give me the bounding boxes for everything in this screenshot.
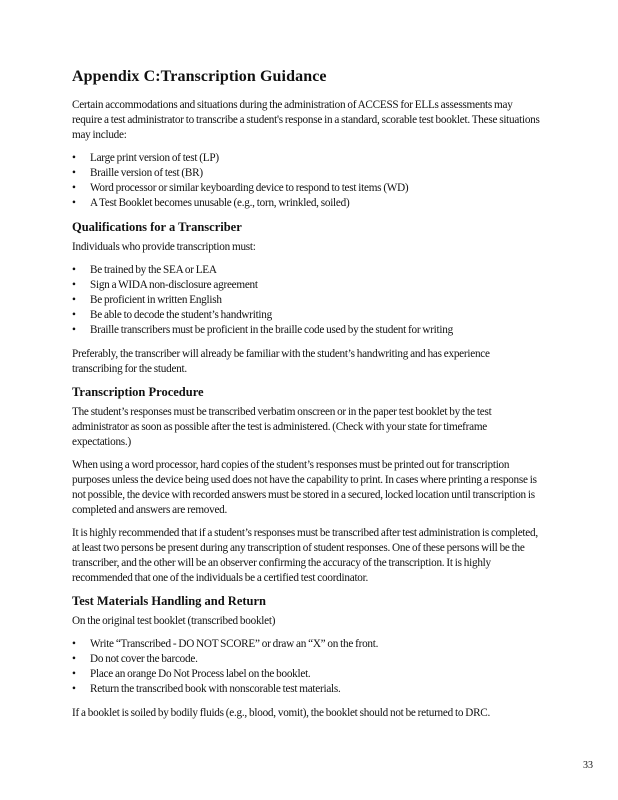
materials-lead: On the original test booklet (transcribed booklet) (72, 615, 276, 627)
bullet-icon: • (72, 279, 76, 291)
list-item: • Do not cover the barcode. (72, 653, 198, 665)
bullet-icon: • (72, 653, 76, 665)
list-item: • Large print version of test (LP) (72, 152, 219, 164)
section-heading-procedure: Transcription Procedure (72, 385, 204, 399)
bullet-icon: • (72, 324, 76, 336)
materials-note: If a booklet is soiled by bodily fluids (e.g., blood, vomit), the booklet should not be returned to DRC. (72, 707, 491, 719)
list-item: • Return the transcribed book with nonscorable test materials. (72, 683, 341, 695)
procedure-paragraph: The student’s responses must be transcribed verbatim onscreen or in the paper test booklet by the test administrator as soon as possible after the test is administered. (Check with your state for timeframe expectations.) (72, 406, 492, 448)
list-item: • Word processor or similar keyboarding device to respond to test items (WD) (72, 182, 409, 194)
bullet-icon: • (72, 152, 76, 164)
procedure-paragraph: When using a word processor, hard copies of the student’s responses must be printed out for transcription purposes unless the device being used does not have the capability to print. In cases where printing a response is not possible, the device with recorded answers must be stored in a secured, locked location until transcription is completed and answers are removed. (72, 459, 537, 516)
page-number: 33 (583, 760, 593, 771)
section-heading-qualifications: Qualifications for a Transcriber (72, 220, 242, 234)
list-item: • Braille transcribers must be proficient in the braille code used by the student for writing (72, 324, 453, 336)
qualifications-lead: Individuals who provide transcription must: (72, 241, 256, 253)
document-page (72, 68, 542, 729)
bullet-icon: • (72, 668, 76, 680)
situations-list (72, 151, 542, 211)
intro-paragraph: Certain accommodations and situations during the administration of ACCESS for ELLs assessments may require a test administrator to transcribe a student's response in a standard, scorable test booklet. These situations may include: (72, 99, 540, 141)
list-item: • Be trained by the SEA or LEA (72, 264, 217, 276)
qualifications-list (72, 263, 542, 338)
page-title: Appendix C:Transcription Guidance (72, 68, 327, 85)
list-item: • Place an orange Do Not Process label on the booklet. (72, 668, 311, 680)
list-item: • Write “Transcribed - DO NOT SCORE” or draw an “X” on the front. (72, 638, 379, 650)
bullet-icon: • (72, 294, 76, 306)
section-heading-materials: Test Materials Handling and Return (72, 594, 267, 608)
bullet-icon: • (72, 683, 76, 695)
materials-list (72, 637, 542, 697)
procedure-paragraph: It is highly recommended that if a student’s responses must be transcribed after test administration is completed, at least two persons be present during any transcription of student responses. One of these persons will be the transcriber, and the other will be an observer confirming the accuracy of the transcription. It is highly recommended that one of the individuals be a certified test coordinator. (72, 527, 538, 584)
bullet-icon: • (72, 638, 76, 650)
list-item: • Sign a WIDA non-disclosure agreement (72, 279, 258, 291)
list-item: • A Test Booklet becomes unusable (e.g., torn, wrinkled, soiled) (72, 197, 350, 209)
list-item: • Be able to decode the student’s handwriting (72, 309, 272, 321)
list-item: • Be proficient in written English (72, 294, 222, 306)
bullet-icon: • (72, 167, 76, 179)
bullet-icon: • (72, 197, 76, 209)
bullet-icon: • (72, 182, 76, 194)
list-item: • Braille version of test (BR) (72, 167, 203, 179)
bullet-icon: • (72, 309, 76, 321)
qualifications-note: Preferably, the transcriber will already be familiar with the student’s handwriting and has experience transcribing for the student. (72, 348, 490, 375)
bullet-icon: • (72, 264, 76, 276)
